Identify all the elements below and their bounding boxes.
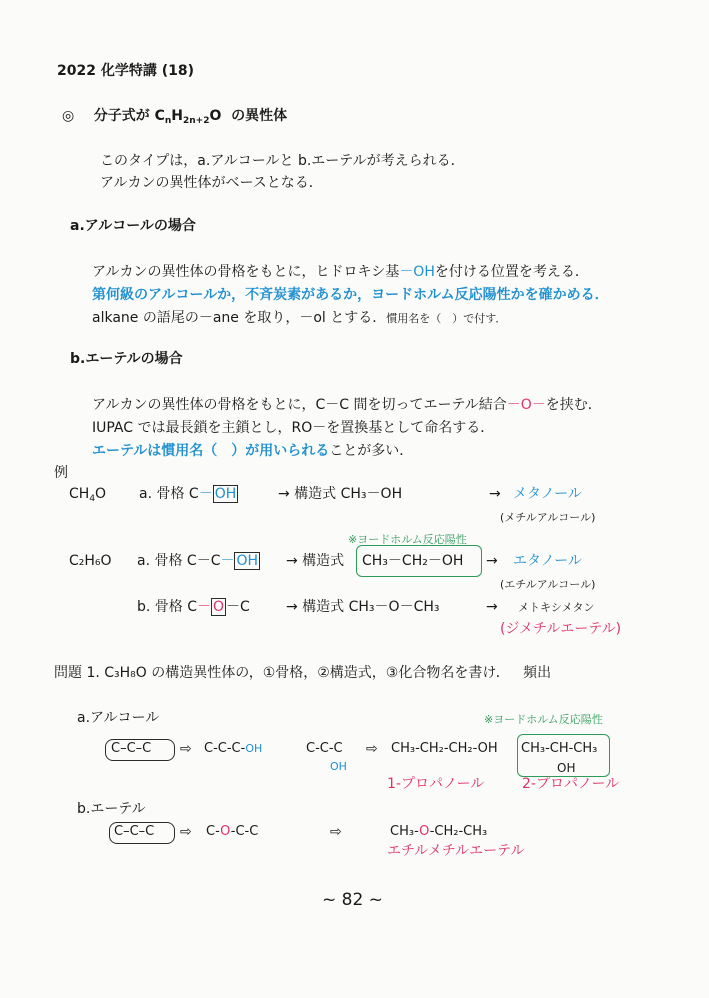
- ether-skeleton-answer: C–C–C: [114, 824, 155, 839]
- ether-arrow: →: [486, 599, 498, 615]
- ch4o-arrow: →: [489, 486, 501, 502]
- c2h6o-structure: CH₃－CH₂－OH: [362, 553, 464, 569]
- ch4o-oh-box: OH: [214, 486, 237, 502]
- intro-line-1: このタイプは，a.アルコールと b.エーテルが考えられる．: [100, 153, 465, 169]
- ether-o-box: O: [213, 599, 225, 615]
- ether-arrow-1: ⇨: [180, 824, 192, 840]
- ether-heading: b.エーテルの場合: [70, 351, 183, 367]
- alcohol-line-3: alkane の語尾の－ane を取り，－ol とする．慣用名を（ ）で付す．: [92, 310, 507, 326]
- answer-ether-label: b.エーテル: [77, 801, 146, 817]
- c2h6o-formula: C₂H₆O: [69, 553, 112, 569]
- double-circle-icon: ◎: [62, 108, 75, 124]
- c2h6o-arrow: →: [486, 553, 498, 569]
- alcohol-chain-1: C-C-C-OH: [204, 741, 263, 756]
- propanol-2-structure: CH₃-CH-CH₃: [521, 741, 598, 756]
- alcohol-heading: a.アルコールの場合: [70, 218, 196, 234]
- propanol-1-name: 1-プロパノール: [387, 776, 485, 792]
- ether-iupac-name: メトキシメタン: [518, 601, 595, 614]
- ch4o-structure: → 構造式 CH₃－OH: [278, 486, 403, 502]
- c2h6o-oh-box: OH: [236, 553, 259, 569]
- alcohol-skeleton: C–C–C: [111, 741, 152, 756]
- ether-arrow-2: ⇨: [330, 824, 342, 840]
- alcohol-chain-2: C-C-C: [306, 741, 343, 756]
- page-number: ~ 82 ~: [322, 890, 383, 910]
- propanol-2-name: 2-プロパノール: [522, 776, 620, 792]
- alcohol-line-1: アルカンの異性体の骨格をもとに，ヒドロキシ基－OHを付ける位置を考える．: [92, 264, 589, 280]
- alcohol-chain-2-oh: OH: [330, 760, 347, 773]
- iodoform-note-2: ※ヨードホルム反応陽性: [484, 713, 603, 726]
- ether-structure: → 構造式 CH₃－O－CH₃: [286, 599, 440, 615]
- ether-skeleton: b. 骨格 C－ O －C: [137, 599, 250, 615]
- alcohol-arrow-1: ⇨: [180, 741, 192, 757]
- ch4o-common-name: (メチルアルコール): [500, 511, 596, 524]
- alcohol-arrow-2: ⇨: [366, 741, 378, 757]
- ether-line-3: エーテルは慣用名（ ）が用いられることが多い．: [92, 443, 414, 459]
- intro-line-2: アルカンの異性体がベースとなる．: [100, 175, 323, 191]
- c2h6o-name: エタノール: [513, 553, 582, 569]
- ether-line-2: IUPAC では最長鎖を主鎖とし，RO－を置換基として命名する．: [92, 420, 495, 436]
- answer-alcohol-label: a.アルコール: [77, 710, 160, 726]
- ch4o-formula: $CH_4O$: [69, 486, 107, 504]
- frequent-tag: 頻出: [523, 665, 552, 681]
- section-title: ◎ 分子式が $C_nH_{2n+2}O$ の異性体: [62, 108, 288, 126]
- ch4o-name: メタノール: [513, 486, 582, 502]
- ethyl-methyl-ether-name: エチルメチルエーテル: [387, 843, 525, 859]
- example-label: 例: [54, 465, 68, 481]
- problem-text: 問題 1. C₃H₈O の構造異性体の，①骨格，②構造式，③化合物名を書け． 頻出: [54, 665, 552, 681]
- ethyl-methyl-ether-structure: CH₃-O-CH₂-CH₃: [390, 824, 488, 839]
- alcohol-line-2: 第何級のアルコールか，不斉炭素があるか，ヨードホルム反応陽性かを確かめる．: [92, 287, 609, 303]
- propanol-2-oh: OH: [557, 761, 576, 775]
- c2h6o-common-name: (エチルアルコール): [500, 578, 596, 591]
- c2h6o-skeleton: a. 骨格 C－C－ OH: [137, 553, 259, 569]
- propanol-1-structure: CH₃-CH₂-CH₂-OH: [391, 741, 498, 756]
- iodoform-note-1: ※ヨードホルム反応陽性: [348, 533, 467, 546]
- hydroxy-group: －OH: [399, 264, 435, 280]
- ch4o-skeleton: a. 骨格 C－ OH: [139, 486, 237, 502]
- c2h6o-structure-label: → 構造式: [286, 553, 345, 569]
- ether-bond: －O－: [506, 397, 546, 413]
- ether-common-name: (ジメチルエーテル): [500, 621, 622, 637]
- ether-line-1: アルカンの異性体の骨格をもとに，C－C 間を切ってエーテル結合－O－を挟む．: [92, 397, 602, 413]
- page-header: 2022 化学特講 (18): [57, 63, 194, 79]
- ether-chain: C-O-C-C: [206, 824, 259, 839]
